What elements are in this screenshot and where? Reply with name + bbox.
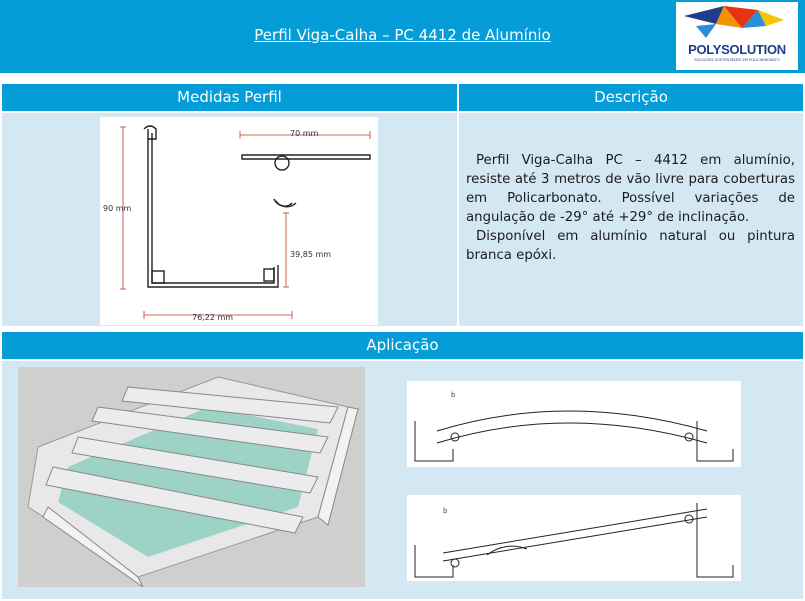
- page-header: [0, 0, 805, 73]
- description-text: [466, 151, 795, 265]
- diagram-label-2: b: [443, 507, 448, 515]
- inclined-cover-diagram: [407, 495, 741, 581]
- profile-outline: [144, 126, 370, 287]
- application-photo: [18, 367, 365, 587]
- logo-mark-icon: [676, 2, 798, 42]
- logo-tagline: SOLUÇÕES SUSTENTÁVEIS EM POLICARBONATO: [694, 58, 780, 62]
- logo-text: POLYSOLUTION: [688, 42, 786, 57]
- dim-height-label: 90 mm: [103, 204, 132, 213]
- dim-inner-height-label: 39,85 mm: [290, 250, 332, 259]
- dim-width-top-label: 70 mm: [290, 129, 319, 138]
- polysolution-logo: [676, 2, 798, 70]
- description-paragraph-2: Disponível em alumínio natural ou pintura branca epóxi.: [466, 229, 795, 263]
- description-paragraph-1: Perfil Viga-Calha PC – 4412 em alumínio, resiste até 3 metros de vão livre para coberturas em Policarbonato. Possível variações de angulação de -29° até +29° de inclinação.: [466, 153, 795, 225]
- dim-base-label: 76,22 mm: [192, 313, 234, 322]
- application-header: Aplicação: [2, 332, 803, 359]
- column-header-descricao: Descrição: [459, 84, 803, 111]
- page-title: Perfil Viga-Calha – PC 4412 de Alumínio: [254, 26, 551, 44]
- column-header-medidas: Medidas Perfil: [2, 84, 457, 111]
- dimension-lines: [120, 127, 370, 319]
- profile-drawing: [100, 117, 378, 325]
- diagram-label-1: b: [451, 391, 456, 399]
- curved-cover-diagram: [407, 381, 741, 467]
